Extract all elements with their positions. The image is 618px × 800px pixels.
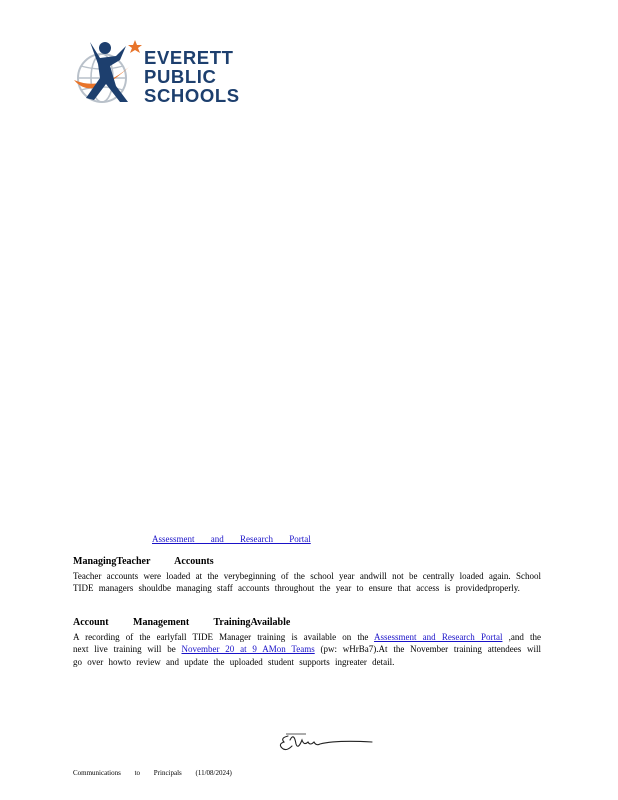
managing-teacher-accounts-section [73,556,541,595]
assessment-portal-inline-link[interactable]: Assessment and Research Portal [374,631,503,642]
training-available-section [73,617,541,669]
body-text: A recording of the earlyfall TIDE Manager training is available on the [73,631,375,642]
logo-emblem-icon [72,36,148,112]
everett-public-schools-logo [72,36,252,112]
section-heading: Account Management TrainingAvailable [73,617,291,628]
body-text: (pw: wHrBa7).At the November training attendees will go over howto review and update the uploaded student supports ingreater detail. [73,644,542,668]
logo-line-1: EVERETT [144,47,234,68]
logo-line-3: SCHOOLS [144,85,240,106]
teams-training-link[interactable]: November 20 at 9 AMon Teams [181,644,315,655]
logo-wordmark [144,48,240,105]
section-body: Teacher accounts were loaded at the verybeginning of the school year andwill not be centrally loaded again. School TIDE managers shouldbe managing staff accounts throughout the year to ensure that access is providedproperly. [73,570,541,594]
body-text: ,and the next live training will be [73,631,541,655]
page-footer: Communications to Principals (11/08/2024) [73,769,232,777]
assessment-portal-link[interactable]: Assessment and Research Portal [152,534,311,544]
section-heading: ManagingTeacher Accounts [73,556,214,567]
section-body [73,631,541,669]
logo-line-2: PUBLIC [144,66,217,87]
handwritten-signature-icon [276,730,376,756]
